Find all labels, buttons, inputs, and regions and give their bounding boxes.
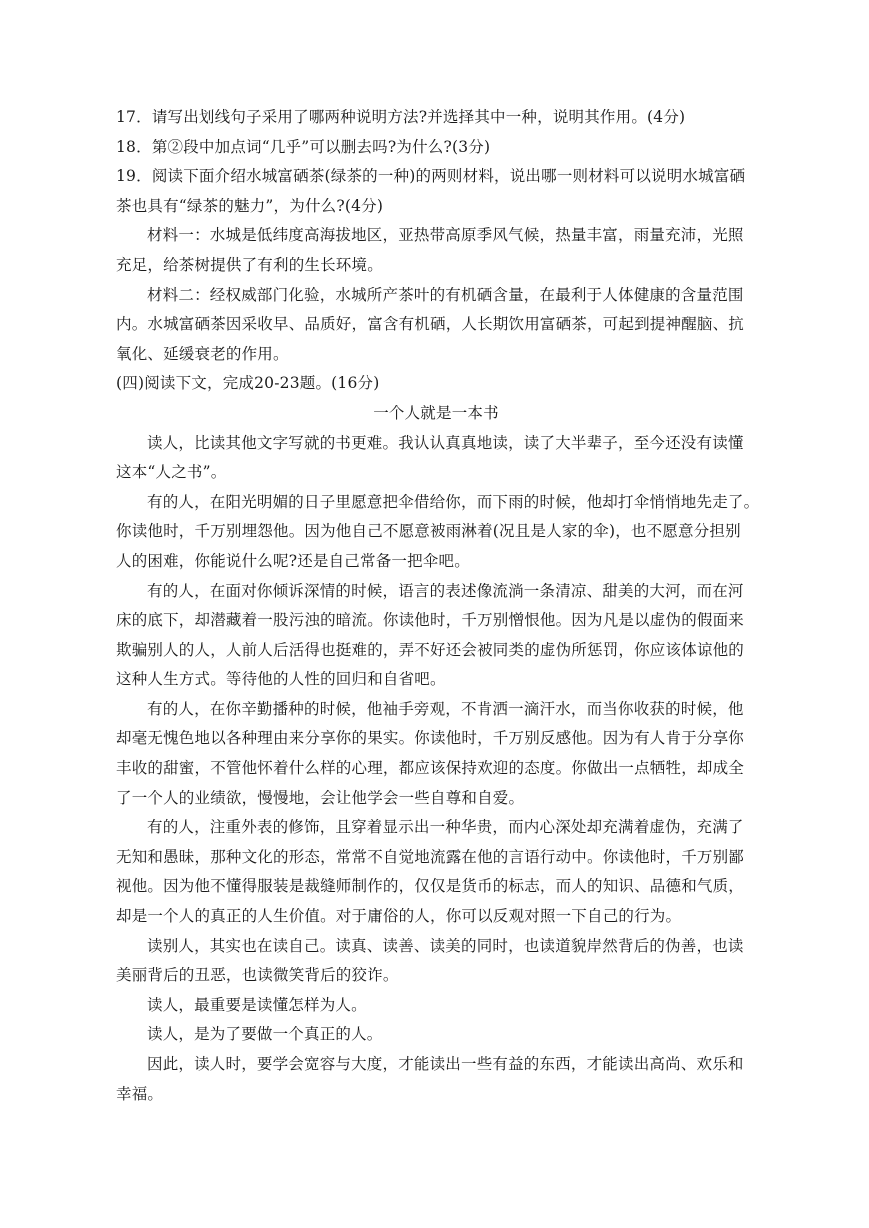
paragraph-2-line-1: 有的人，在阳光明媚的日子里愿意把伞借给你，而下雨的时候，他却打伞悄悄地先走了。	[147, 492, 760, 511]
paragraph-1-line-2: 这本“人之书”。	[116, 463, 227, 482]
question-17: 17．请写出划线句子采用了哪两种说明方法?并选择其中一种，说明其作用。(4分)	[116, 108, 686, 126]
paragraph-3-line-1: 有的人，在面对你倾诉深情的时候，语言的表述像流淌一条清凉、甜美的大河，而在河	[147, 581, 744, 600]
paragraph-5-line-4: 却是一个人的真正的人生价值。对于庸俗的人，你可以反观对照一下自己的行为。	[116, 907, 682, 926]
paragraph-5-line-2: 无知和愚昧，那种文化的形态，常常不自觉地流露在他的言语行动中。你读他时，千万别鄙	[116, 847, 745, 866]
paragraph-4-line-4: 了一个人的业绩欲，慢慢地，会让他学会一些自尊和自爱。	[116, 788, 525, 807]
paragraph-3-line-3: 欺骗别人的人，人前人后活得也挺难的，弄不好还会被同类的虚伪所惩罚，你应该体谅他的	[116, 640, 745, 659]
paragraph-3-line-4: 这种人生方式。等待他的人性的回归和自省吧。	[116, 670, 446, 689]
material-1-line-1: 材料一：水城是低纬度高海拔地区，亚热带高原季风气候，热量丰富，雨量充沛，光照	[147, 226, 744, 245]
paragraph-6-line-2: 美丽背后的丑恶，也读微笑背后的狡诈。	[116, 966, 399, 985]
question-19-line-1: 19．阅读下面介绍水城富硒茶(绿茶的一种)的两则材料，说出哪一则材料可以说明水城富硒	[116, 167, 746, 186]
paragraph-9-line-2: 幸福。	[116, 1084, 164, 1103]
paragraph-5-line-1: 有的人，注重外表的修饰，且穿着显示出一种华贵，而内心深处却充满着虚伪，充满了	[147, 818, 744, 837]
paragraph-9-line-1: 因此，读人时，要学会宽容与大度，才能读出一些有益的东西，才能读出高尚、欢乐和	[147, 1055, 744, 1073]
paragraph-6-line-1: 读别人，其实也在读自己。读真、读善、读美的同时，也读道貌岸然背后的伪善，也读	[147, 936, 744, 955]
paragraph-8: 读人，是为了要做一个真正的人。	[147, 1025, 383, 1044]
paragraph-4-line-1: 有的人，在你辛勤播种的时候，他袖手旁观，不肯洒一滴汗水，而当你收获的时候，他	[147, 699, 744, 718]
material-1-line-2: 充足，给茶树提供了有利的生长环境。	[116, 255, 383, 274]
material-2-line-3: 氧化、延缓衰老的作用。	[116, 344, 289, 363]
material-2-line-1: 材料二：经权威部门化验，水城所产茶叶的有机硒含量，在最利于人体健康的含量范围	[147, 285, 744, 304]
paragraph-2-line-3: 人的困难，你能说什么呢?还是自己常备一把伞吧。	[116, 551, 470, 570]
paragraph-5-line-3: 视他。因为他不懂得服装是裁缝师制作的，仅仅是货币的标志，而人的知识、品德和气质，	[116, 877, 745, 896]
paragraph-2-line-2: 你读他时，千万别埋怨他。因为他自己不愿意被雨淋着(况且是人家的伞)，也不愿意分担别	[116, 522, 741, 541]
paragraph-7: 读人，最重要是读懂怎样为人。	[147, 995, 367, 1014]
paragraph-1-line-1: 读人，比读其他文字写就的书更难。我认认真真地读，读了大半辈子，至今还没有读懂	[147, 433, 744, 452]
paragraph-3-line-2: 床的底下，却潜藏着一股污浊的暗流。你读他时，千万别憎恨他。因为凡是以虚伪的假面来	[116, 611, 745, 630]
essay-title: 一个人就是一本书	[373, 403, 499, 422]
paragraph-4-line-3: 丰收的甜蜜，不管他怀着什么样的心理，都应该保持欢迎的态度。你做出一点牺牲，却成全	[116, 759, 745, 778]
question-19-line-2: 茶也具有“绿茶的魅力”，为什么?(4分)	[116, 196, 384, 215]
section-4-heading: (四)阅读下文，完成20-23题。(16分)	[116, 374, 380, 393]
material-2-line-2: 内。水城富硒茶因采收早、品质好，富含有机硒，人长期饮用富硒茶，可起到提神醒脑、抗	[116, 315, 745, 334]
document-page	[116, 103, 760, 1109]
question-18: 18．第②段中加点词“几乎”可以删去吗?为什么?(3分)	[116, 137, 491, 156]
paragraph-4-line-2: 却毫无愧色地以各种理由来分享你的果实。你读他时，千万别反感他。因为有人肯于分享你	[116, 729, 745, 748]
